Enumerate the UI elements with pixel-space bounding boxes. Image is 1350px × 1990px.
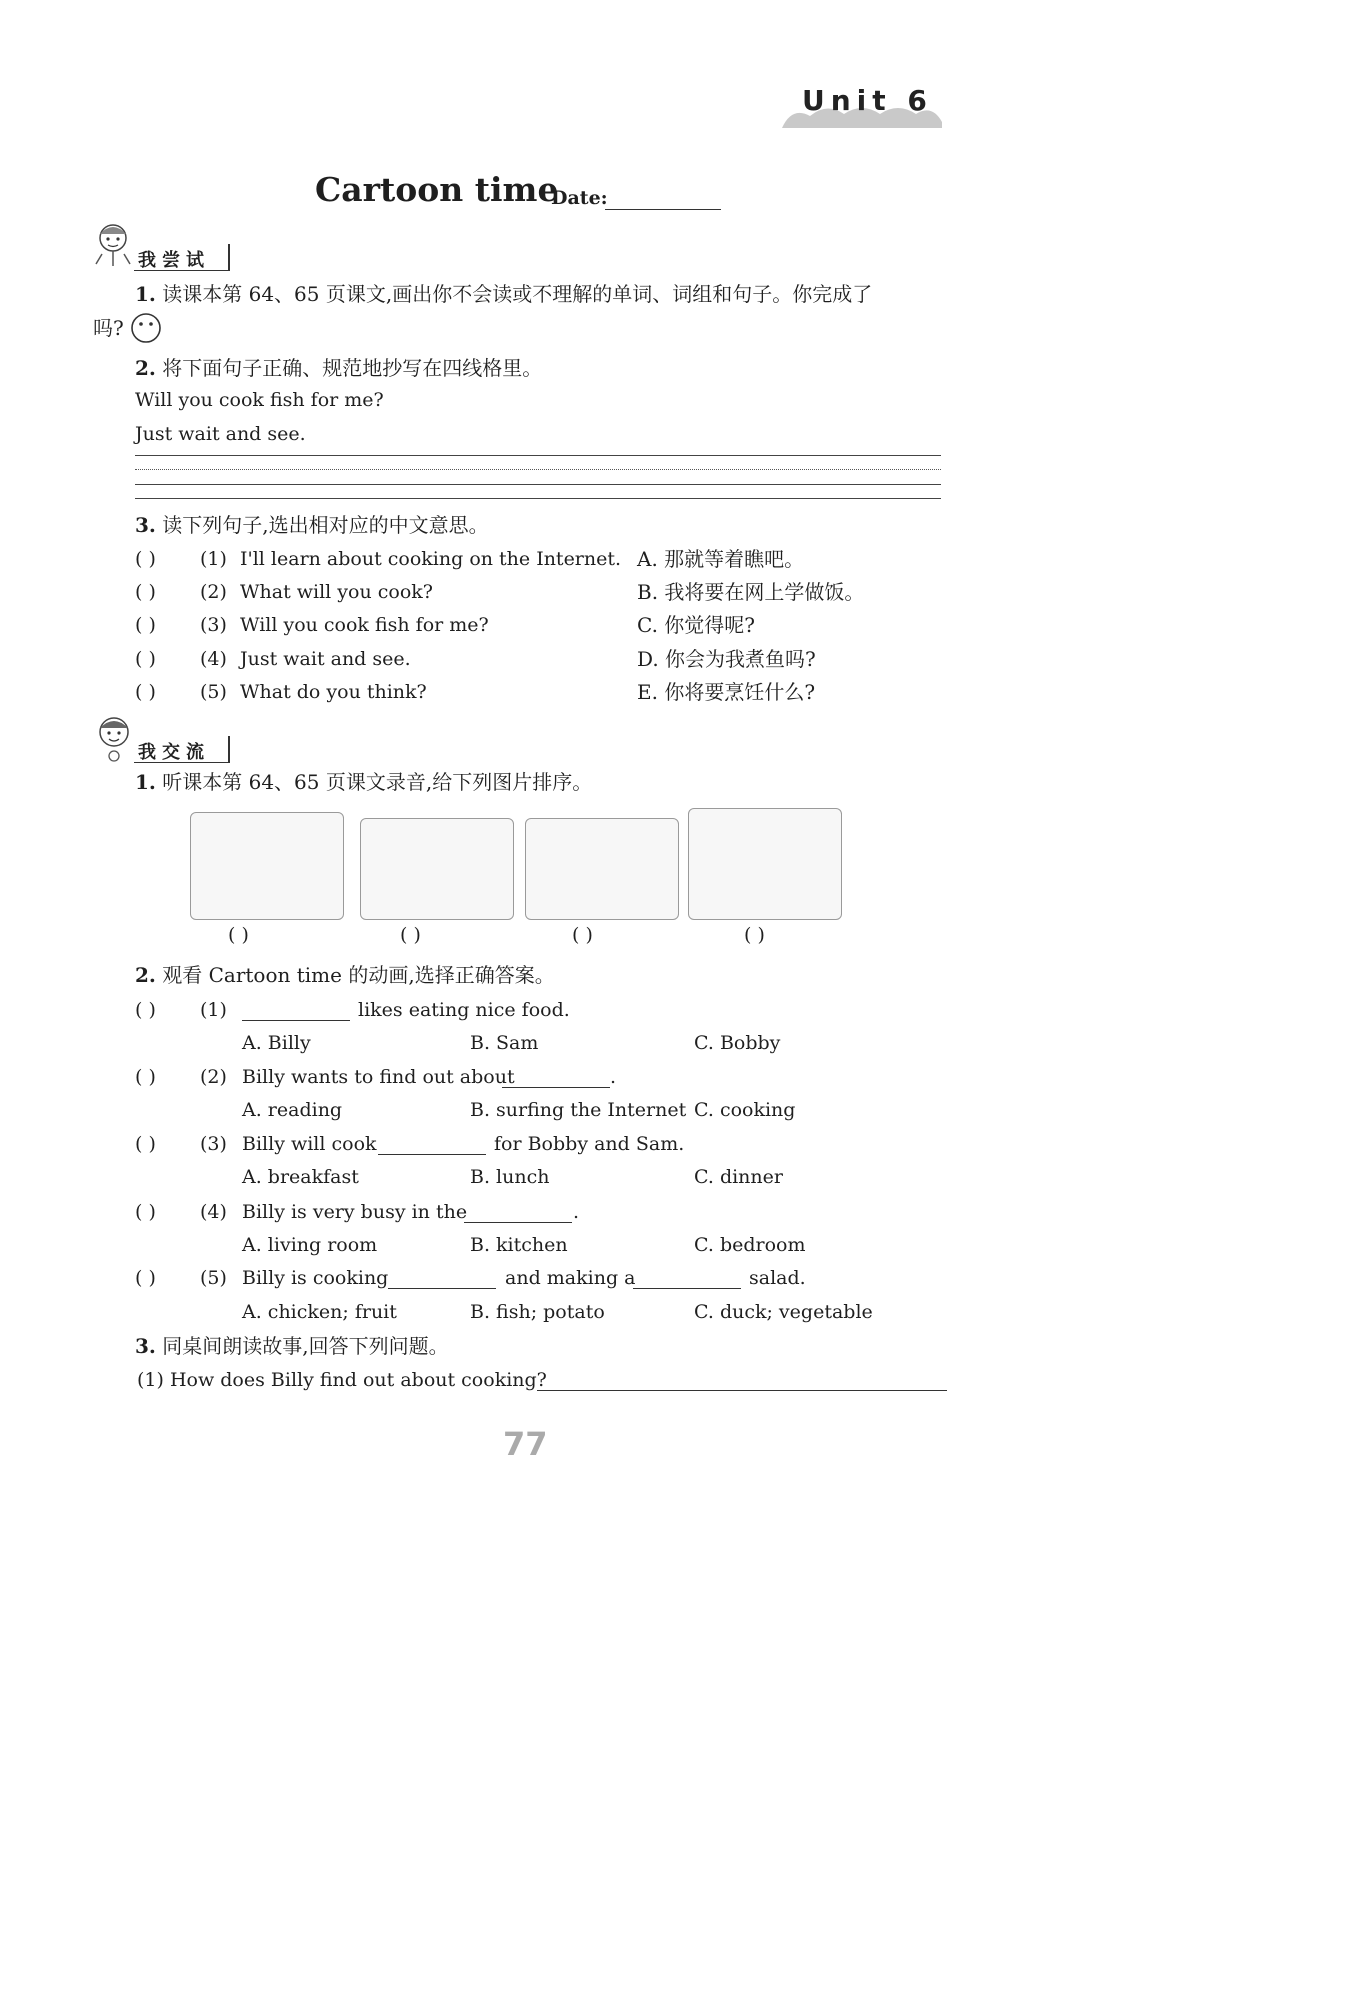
cartoon-picture-thinking-internet: [525, 818, 679, 920]
s1-q3-option: E. 你将要烹饪什么?: [637, 680, 816, 704]
s2-q2-label: (5): [200, 1267, 227, 1289]
s1-q3-option: D. 你会为我煮鱼吗?: [637, 647, 816, 671]
s1-q1-num: 1.: [135, 282, 156, 306]
s1-q3-option: B. 我将要在网上学做饭。: [637, 580, 865, 604]
date-line[interactable]: [605, 209, 721, 210]
s2-q2-stem: likes eating nice food.: [358, 999, 570, 1021]
s1-q1-line2: [93, 315, 124, 341]
smiley-face-icon: [130, 312, 162, 348]
s1-q3-bracket[interactable]: ( ): [135, 648, 156, 670]
mascot-boy-icon: [90, 710, 138, 766]
s2-q1: [135, 769, 592, 795]
s1-q3-text: 读下列句子,选出相对应的中文意思。: [162, 513, 489, 537]
s1-q3-label: (5): [200, 681, 227, 703]
unit-banner: [782, 84, 942, 130]
s1-q1-text2: 吗?: [93, 316, 124, 340]
section-header-underline: [134, 270, 230, 271]
section-header-bar: [228, 736, 230, 762]
s1-q3-sentence: What do you think?: [240, 681, 427, 703]
grid-line-2: [135, 469, 941, 470]
s2-q2-label: (3): [200, 1133, 227, 1155]
s2-q2-option-c: C. dinner: [694, 1166, 783, 1188]
s1-q3-option: A. 那就等着瞧吧。: [637, 547, 805, 571]
grid-line-4: [135, 498, 941, 499]
s1-q3-label: (4): [200, 648, 227, 670]
s1-q1-text: 读课本第 64、65 页课文,画出你不会读或不理解的单词、词组和句子。你完成了: [162, 282, 873, 306]
s2-q2-bracket[interactable]: ( ): [135, 1267, 156, 1289]
s1-q3-bracket[interactable]: ( ): [135, 548, 156, 570]
date-label: Date:: [551, 187, 608, 209]
s2-q2-option-c: C. cooking: [694, 1099, 796, 1121]
cartoon-picture-friends-table: [688, 808, 842, 920]
s2-q2-bracket[interactable]: ( ): [135, 1066, 156, 1088]
s1-q2-num: 2.: [135, 356, 156, 380]
s2-q2-num: 2.: [135, 963, 156, 987]
answer-blank[interactable]: [378, 1154, 486, 1155]
section-header-underline: [134, 762, 230, 763]
s1-q3-label: (1): [200, 548, 227, 570]
unit-label: Unit 6: [802, 84, 933, 117]
s2-q3: [135, 1333, 449, 1359]
s2-q2-bracket[interactable]: ( ): [135, 1133, 156, 1155]
s1-q3-sentence: I'll learn about cooking on the Internet.: [240, 548, 622, 570]
copy-sentence-1: Will you cook fish for me?: [135, 389, 384, 411]
s1-q3-bracket[interactable]: ( ): [135, 681, 156, 703]
s1-q3-option: C. 你觉得呢?: [637, 613, 756, 637]
s2-q2: [135, 962, 555, 988]
s2-q2-option-c: C. Bobby: [694, 1032, 781, 1054]
s2-q3-question-1: (1) How does Billy find out about cooking?: [137, 1369, 547, 1391]
s2-q1-text: 听课本第 64、65 页课文录音,给下列图片排序。: [162, 770, 593, 794]
s2-q2-option-a: A. Billy: [242, 1032, 311, 1054]
cartoon-picture-thinking-meal: [360, 818, 514, 920]
answer-blank[interactable]: [633, 1288, 741, 1289]
section-header-bar: [228, 244, 230, 270]
picture-order-bracket[interactable]: ( ): [228, 924, 249, 946]
s2-q2-stem: Billy is cooking: [242, 1267, 389, 1289]
s2-q2-option-a: A. living room: [242, 1234, 378, 1256]
s1-q3-sentence: What will you cook?: [240, 581, 433, 603]
s2-q2-option-c: C. duck; vegetable: [694, 1301, 873, 1323]
s1-q3-label: (3): [200, 614, 227, 636]
s1-q3-bracket[interactable]: ( ): [135, 614, 156, 636]
answer-blank[interactable]: [464, 1222, 572, 1223]
s2-q2-stem: Billy is very busy in the: [242, 1201, 468, 1223]
s2-q2-label: (2): [200, 1066, 227, 1088]
s1-q1: [135, 281, 872, 307]
s2-q2-option-c: C. bedroom: [694, 1234, 806, 1256]
picture-order-bracket[interactable]: ( ): [572, 924, 593, 946]
cartoon-picture-kitchen: [190, 812, 344, 920]
grid-line-1: [135, 455, 941, 456]
section-header-exchange: 我交流: [138, 742, 210, 763]
s2-q2-option-b: B. kitchen: [470, 1234, 568, 1256]
s2-q2-stem: Billy wants to find out about: [242, 1066, 515, 1088]
s2-q3-text: 同桌间朗读故事,回答下列问题。: [162, 1334, 449, 1358]
s1-q3-sentence: Just wait and see.: [240, 648, 411, 670]
s1-q3-bracket[interactable]: ( ): [135, 581, 156, 603]
s2-q2-option-a: A. chicken; fruit: [242, 1301, 397, 1323]
page-number: 77: [503, 1425, 548, 1463]
answer-line[interactable]: [537, 1390, 947, 1391]
s2-q2-stem-end: salad.: [749, 1267, 806, 1289]
s2-q3-num: 3.: [135, 1334, 156, 1358]
s2-q2-option-a: A. reading: [242, 1099, 343, 1121]
copy-sentence-2: Just wait and see.: [135, 423, 306, 445]
s1-q3-sentence: Will you cook fish for me?: [240, 614, 489, 636]
picture-order-bracket[interactable]: ( ): [400, 924, 421, 946]
s2-q2-stem-mid: and making a: [505, 1267, 636, 1289]
s2-q2-bracket[interactable]: ( ): [135, 1201, 156, 1223]
s2-q2-option-b: B. lunch: [470, 1166, 550, 1188]
s2-q2-stem-end: .: [610, 1066, 617, 1088]
page-title: Cartoon time: [315, 170, 559, 209]
s2-q2-bracket[interactable]: ( ): [135, 999, 156, 1021]
answer-blank[interactable]: [502, 1087, 610, 1088]
grid-line-3: [135, 484, 941, 485]
mascot-girl-icon: [90, 218, 136, 272]
s2-q2-stem: Billy will cook: [242, 1133, 377, 1155]
s2-q2-option-b: B. fish; potato: [470, 1301, 605, 1323]
s2-q2-option-a: A. breakfast: [242, 1166, 359, 1188]
s1-q3-label: (2): [200, 581, 227, 603]
s2-q2-stem-end: for Bobby and Sam.: [494, 1133, 685, 1155]
s2-q2-stem-end: .: [573, 1201, 580, 1223]
picture-order-bracket[interactable]: ( ): [744, 924, 765, 946]
s1-q2-text: 将下面句子正确、规范地抄写在四线格里。: [162, 356, 543, 380]
s2-q2-label: (4): [200, 1201, 227, 1223]
s2-q2-option-b: B. Sam: [470, 1032, 539, 1054]
s2-q1-num: 1.: [135, 770, 156, 794]
s2-q2-option-b: B. surfing the Internet: [470, 1099, 687, 1121]
s1-q3: [135, 512, 489, 538]
section-header-try: 我尝试: [138, 250, 210, 271]
answer-blank[interactable]: [242, 1020, 350, 1021]
s2-q2-label: (1): [200, 999, 227, 1021]
s1-q2: [135, 355, 542, 381]
answer-blank[interactable]: [388, 1288, 496, 1289]
s2-q2-text: 观看 Cartoon time 的动画,选择正确答案。: [162, 963, 555, 987]
s1-q3-num: 3.: [135, 513, 156, 537]
